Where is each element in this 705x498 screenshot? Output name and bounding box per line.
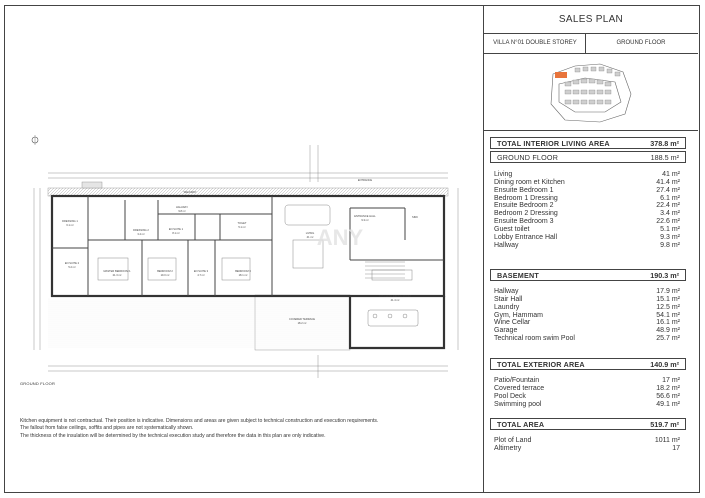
internal-walls (52, 196, 444, 296)
room-label-toilet: TOILET (237, 222, 247, 225)
room-label-walkway: WALKWAY (183, 191, 197, 194)
room-label-terrace: COVERED TERRACE (289, 318, 315, 321)
list-item: Hallway 9.8 m² (494, 241, 680, 249)
room-area-terrace: 18.2 m² (297, 322, 307, 325)
list-item: Swimming pool 49.1 m² (494, 400, 680, 408)
list-item: Garage 48.9 m² (494, 327, 680, 335)
list-item: Bedroom 1 Dressing 6.1 m² (494, 194, 680, 202)
list-item: Laundry 12.5 m² (494, 303, 680, 311)
sheet-title: SALES PLAN (558, 14, 624, 25)
ground-floor-header (490, 151, 686, 163)
room-label-bathroom-3: EN SUITE 3 (193, 270, 209, 273)
list-item: Hallway 17.9 m² (494, 288, 680, 295)
room-label-hallway: HALLWAY (176, 206, 188, 209)
total-interior-label: TOTAL INTERIOR LIVING AREA (497, 138, 610, 148)
room-area-hallway: 9.8 m² (178, 210, 186, 213)
basement-label: BASEMENT (497, 270, 539, 280)
ground-floor-label: GROUND FLOOR (497, 152, 559, 162)
basement-rows (494, 288, 680, 343)
list-item: Pool Deck 56.6 m² (494, 392, 680, 400)
site-map (545, 54, 635, 126)
villa-name: VILLA N°01 DOUBLE STOREY (493, 40, 577, 46)
list-item: Ensuite Bedroom 2 22.4 m² (494, 202, 680, 210)
room-label-sink: SINK (411, 216, 419, 219)
room-label-kitchen: KITCHEN / DINING ROOM (379, 295, 411, 298)
room-area-dressing-2: 3.4 m² (137, 233, 145, 236)
total-interior-value: 378.8 m² (650, 138, 679, 148)
floor-name: GROUND FLOOR (616, 40, 666, 46)
list-item: Guest toilet 5.1 m² (494, 225, 680, 233)
room-area-bedroom-2: 19.0 m² (160, 274, 170, 277)
list-item: Dining room et Kitchen 41.4 m² (494, 178, 680, 186)
north-arrow-icon (32, 135, 38, 145)
room-area-bathroom-2: 5.2 m² (68, 266, 76, 269)
room-label-master: MASTER BEDROOM 1 (103, 270, 131, 273)
disclaimer-line-3: The thickness of the insulation will be determined by the technical execution study and therefore the data in this plan are only indicative. (20, 432, 326, 439)
room-area-bathroom-3: 4.7 m² (197, 274, 205, 277)
room-label-entrance-top: ENTRANCE (357, 179, 373, 182)
list-item: Bedroom 2 Dressing 3.4 m² (494, 210, 680, 218)
basement-header (490, 269, 686, 281)
total-area-label: TOTAL AREA (497, 419, 545, 429)
watermark: ANY (316, 225, 364, 250)
list-item: Ensuite Bedroom 1 27.4 m² (494, 186, 680, 194)
list-item: Covered terrace 18.2 m² (494, 384, 680, 392)
list-item: Ensuite Bedroom 3 22.6 m² (494, 218, 680, 226)
room-label-bedroom-3: BEDROOM 3 (235, 270, 251, 273)
total-exterior-header (490, 358, 686, 370)
floor-plan-drawing (10, 130, 476, 380)
room-label-dressing-2: DRESSING 2 (133, 229, 149, 232)
list-item: Technical room swim Pool 25.7 m² (494, 335, 680, 343)
room-area-master: 21.3 m² (112, 274, 122, 277)
room-area-dressing-1: 6.1 m² (66, 224, 74, 227)
total-interior-header (490, 137, 686, 149)
list-item: Lobby Entrance Hall 9.3 m² (494, 233, 680, 241)
title-rule (484, 33, 698, 34)
panel-divider (483, 5, 484, 492)
list-item: Stair Hall 15.1 m² (494, 295, 680, 303)
walkway-area (48, 188, 448, 196)
room-area-bathroom-1: 8.1 m² (172, 232, 180, 235)
list-item: Patio/Fountain 17 m² (494, 377, 680, 384)
floor-plan (10, 130, 476, 410)
list-item: Plot of Land 1011 m² (494, 437, 680, 444)
room-area-kitchen: 41.4 m² (390, 299, 400, 302)
room-label-entrance: ENTRANCE HALL (354, 215, 376, 218)
floor-plan-label: GROUND FLOOR (20, 381, 56, 386)
current-lot-marker (555, 72, 567, 78)
total-exterior-label: TOTAL EXTERIOR AREA (497, 359, 585, 369)
disclaimer-line-1: Kitchen equipment is not contractual. Their position is indicative. Dimensions and areas are given subject to technical construction and execution requirements. (20, 418, 379, 424)
total-exterior-rows (494, 377, 680, 408)
room-label-living: LIVING (305, 232, 315, 235)
total-area-value: 519.7 m² (650, 419, 679, 429)
list-item: Altimetry 17 (494, 444, 680, 452)
room-label-bathroom-2: EN SUITE 2 (64, 262, 80, 265)
room-label-dressing-1: DRESSING 1 (62, 220, 78, 223)
room-label-bathroom-1: EN SUITE 1 (168, 228, 184, 231)
list-item: Living 41 m² (494, 171, 680, 178)
disclaimer-line-2: The fallout from false ceilings, soffits and pipes are not systematically shown. (20, 425, 194, 432)
ground-floor-rows (494, 171, 680, 249)
total-area-rows (494, 437, 680, 453)
room-area-entrance: 9.3 m² (361, 219, 369, 222)
room-area-bedroom-3: 18.1 m² (238, 274, 248, 277)
list-item: Gym, Hammam 54.1 m² (494, 311, 680, 319)
room-label-bedroom-2: BEDROOM 2 (157, 270, 173, 273)
list-item: Wine Cellar 16.1 m² (494, 319, 680, 327)
basement-value: 190.3 m² (650, 270, 679, 280)
total-exterior-value: 140.9 m² (650, 359, 679, 369)
garden-area (48, 298, 255, 348)
total-area-header (490, 418, 686, 430)
disclaimer (20, 418, 475, 440)
table-top-rule (484, 130, 698, 131)
stair (365, 262, 405, 278)
room-area-toilet: 5.1 m² (238, 226, 246, 229)
room-area-living: 41 m² (306, 236, 314, 239)
ground-floor-value: 188.5 m² (650, 152, 679, 162)
